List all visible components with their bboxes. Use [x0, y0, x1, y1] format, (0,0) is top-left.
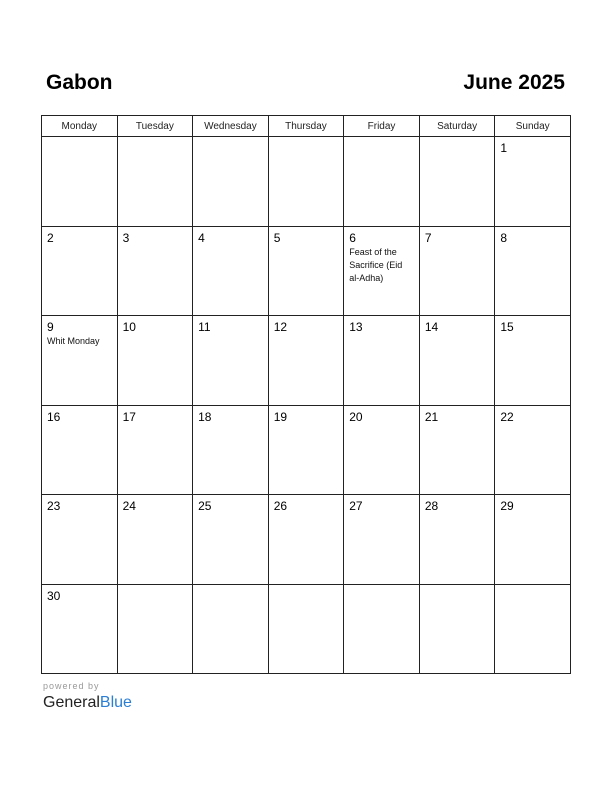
day-number: 3	[122, 230, 130, 245]
day-cell	[117, 495, 193, 585]
day-number: 15	[500, 320, 514, 334]
day-cell	[419, 405, 495, 495]
day-number: 23	[47, 499, 61, 513]
day-number: 29	[500, 499, 514, 513]
day-cell	[42, 226, 118, 316]
day-number: 5	[273, 230, 281, 245]
day-number: 1	[500, 141, 508, 155]
day-cell	[117, 584, 193, 674]
day-cell	[344, 405, 420, 495]
calendar-title-month: June 2025	[463, 71, 565, 94]
day-cell	[495, 137, 571, 227]
day-cell	[344, 137, 420, 227]
day-number: 11	[198, 320, 211, 334]
day-cell	[193, 495, 269, 585]
day-cell	[419, 584, 495, 674]
brand-general: General	[43, 694, 100, 711]
day-number: 10	[122, 320, 136, 334]
week-row	[42, 405, 571, 495]
weekday-header: Friday	[344, 116, 420, 137]
day-cell	[419, 495, 495, 585]
day-cell	[42, 316, 118, 406]
day-cell	[193, 226, 269, 316]
day-number: 8	[500, 230, 508, 245]
week-row	[42, 495, 571, 585]
day-cell	[344, 316, 420, 406]
weekday-header: Monday	[42, 116, 118, 137]
day-cell	[193, 405, 269, 495]
holiday-label: Feast of the Sacrifice (Eid al-Adha)	[349, 246, 403, 283]
day-cell	[117, 226, 193, 316]
day-cell	[268, 584, 344, 674]
day-cell	[495, 405, 571, 495]
day-number: 2	[47, 230, 54, 245]
week-row	[42, 316, 571, 406]
day-cell	[193, 316, 269, 406]
day-cell	[268, 226, 344, 316]
day-number: 22	[500, 409, 514, 424]
day-number: 30	[47, 588, 61, 603]
day-number: 13	[349, 320, 363, 334]
day-cell	[268, 137, 344, 227]
day-cell	[42, 405, 118, 495]
week-row	[42, 137, 571, 227]
week-row	[42, 226, 571, 316]
day-number: 27	[349, 499, 363, 513]
generalblue-logo[interactable]	[43, 693, 132, 713]
day-number: 20	[349, 409, 363, 424]
brand-blue: Blue	[99, 694, 132, 711]
day-cell	[193, 137, 269, 227]
day-number: 24	[122, 499, 136, 513]
day-cell	[419, 137, 495, 227]
day-cell	[117, 316, 193, 406]
day-cell	[344, 226, 420, 316]
day-number: 26	[273, 499, 288, 513]
day-cell	[268, 495, 344, 585]
day-number: 4	[198, 230, 205, 245]
day-cell	[419, 226, 495, 316]
day-cell	[117, 137, 193, 227]
day-number: 12	[273, 320, 288, 334]
day-cell	[344, 584, 420, 674]
weekday-header: Sunday	[495, 116, 571, 137]
calendar-grid	[41, 115, 571, 674]
day-cell	[42, 584, 118, 674]
day-cell	[42, 495, 118, 585]
day-number: 17	[122, 409, 136, 424]
day-cell	[495, 584, 571, 674]
day-cell	[344, 495, 420, 585]
weekday-header: Thursday	[268, 116, 344, 137]
day-cell	[419, 316, 495, 406]
day-number: 9	[47, 320, 54, 334]
day-cell	[268, 316, 344, 406]
day-number: 14	[424, 320, 439, 334]
calendar-title-country: Gabon	[46, 71, 113, 94]
day-number: 28	[424, 499, 439, 513]
day-number: 6	[349, 230, 356, 245]
day-cell	[193, 584, 269, 674]
day-number: 19	[273, 409, 288, 424]
footer-branding	[43, 681, 132, 713]
day-number: 16	[47, 409, 61, 424]
day-cell	[495, 316, 571, 406]
day-cell	[495, 226, 571, 316]
weekday-header: Tuesday	[117, 116, 193, 137]
weekday-header-row	[42, 116, 571, 137]
day-number: 21	[424, 409, 439, 424]
day-number: 18	[198, 409, 212, 424]
weekday-header: Saturday	[419, 116, 495, 137]
day-cell	[42, 137, 118, 227]
week-row	[42, 584, 571, 674]
day-cell	[495, 495, 571, 585]
day-number: 7	[424, 230, 432, 245]
weekday-header: Wednesday	[193, 116, 269, 137]
day-number: 25	[198, 499, 212, 513]
powered-by-text: powered by	[43, 681, 100, 691]
day-cell	[268, 405, 344, 495]
day-cell	[117, 405, 193, 495]
holiday-label: Whit Monday	[47, 336, 100, 346]
